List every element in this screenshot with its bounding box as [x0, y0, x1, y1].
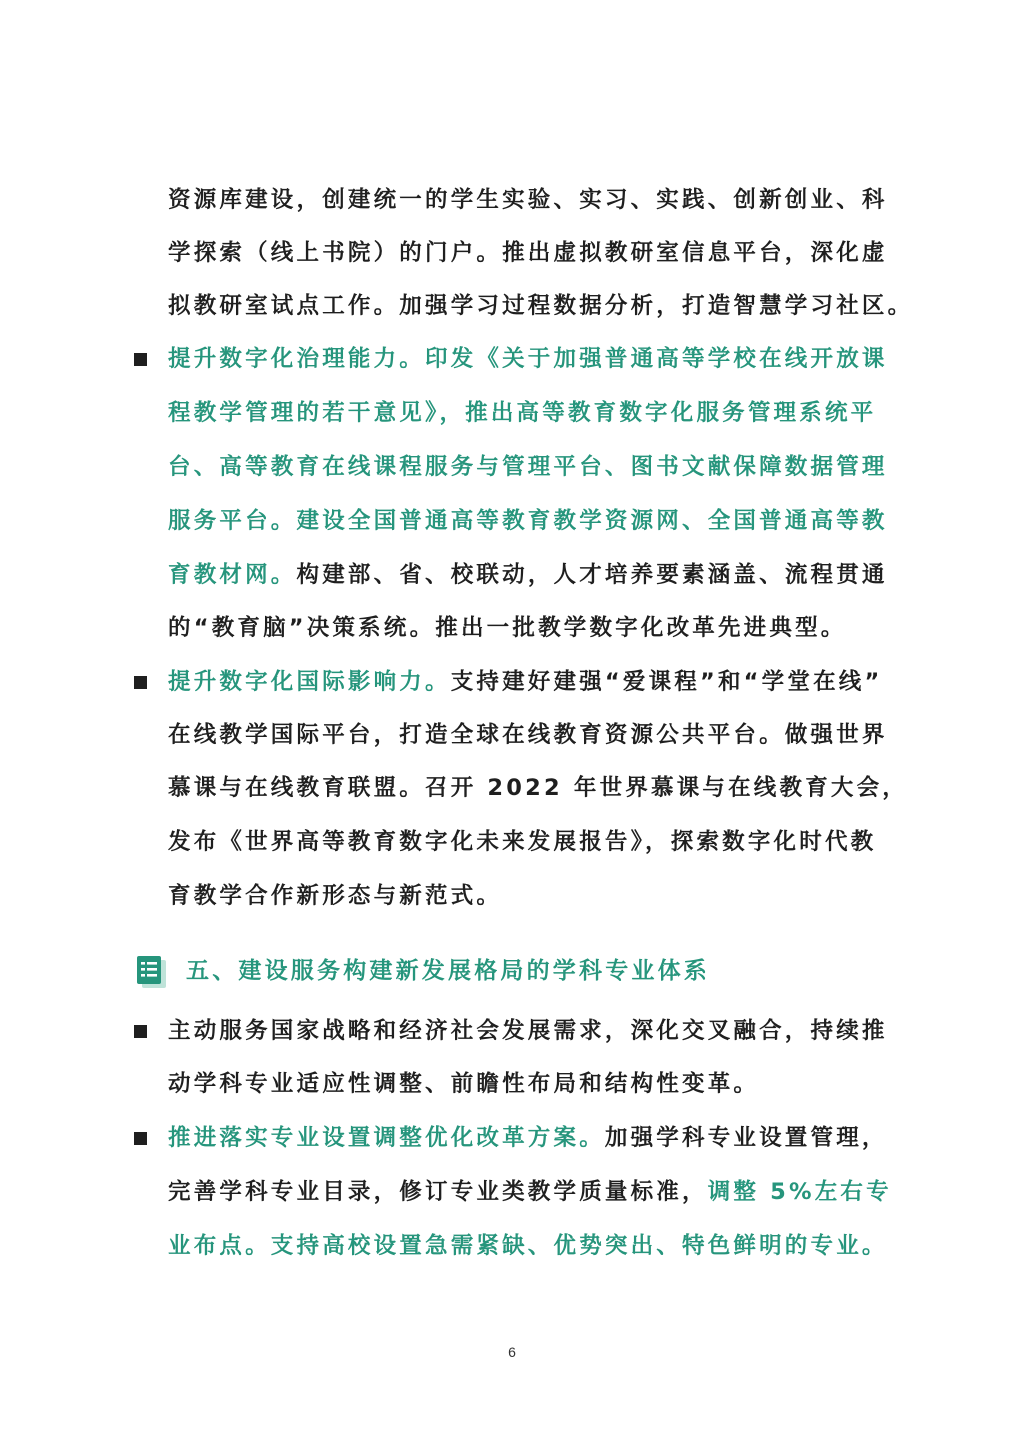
list-item-line	[168, 1122, 900, 1154]
list-item-line: 发布《世界高等教育数字化未来发展报告》，探索数字化时代教	[168, 829, 877, 855]
bullet-square-icon	[134, 1132, 147, 1145]
page-number: 6	[508, 1344, 516, 1360]
paragraph-line: 资源库建设，创建统一的学生实验、实习、实践、创新创业、科	[168, 187, 888, 213]
list-item-line: 慕课与在线教育联盟。召开 2022 年世界慕课与在线教育大会，	[168, 775, 908, 801]
list-item-line	[168, 1176, 900, 1208]
list-item-line: 主动服务国家战略和经济社会发展需求，深化交叉融合，持续推	[168, 1018, 888, 1044]
section-heading: 五、建设服务构建新发展格局的学科专业体系	[186, 958, 710, 984]
list-item-line: 在线教学国际平台，打造全球在线教育资源公共平台。做强世界	[168, 722, 888, 748]
body-text: 支持建好建强“爱课程”和“学堂在线”	[450, 669, 883, 695]
list-item-line: 程教学管理的若干意见》，推出高等教育数字化服务管理系统平	[168, 400, 877, 426]
highlight-text: 育教材网。	[168, 562, 297, 588]
highlight-text: 推进落实专业设置调整优化改革方案。	[168, 1125, 605, 1151]
list-item-line: 台、高等教育在线课程服务与管理平台、图书文献保障数据管理	[168, 454, 888, 480]
body-text: 构建部、省、校联动，人才培养要素涵盖、流程贯通	[296, 562, 888, 588]
list-item-line: 的“教育脑”决策系统。推出一批教学数字化改革先进典型。	[168, 615, 847, 641]
list-item-line: 服务平台。建设全国普通高等教育教学资源网、全国普通高等教	[168, 508, 888, 534]
list-item-line	[168, 666, 900, 698]
highlight-text: 调整 5%左右专	[707, 1179, 892, 1205]
document-list-icon	[134, 954, 170, 990]
list-item-line: 动学科专业适应性调整、前瞻性布局和结构性变革。	[168, 1071, 760, 1097]
bullet-square-icon	[134, 353, 147, 366]
paragraph-line: 学探索（线上书院）的门户。推出虚拟教研室信息平台，深化虚	[168, 240, 888, 266]
bullet-square-icon	[134, 676, 147, 689]
body-text: 完善学科专业目录，修订专业类教学质量标准，	[168, 1179, 708, 1205]
list-item-line: 育教学合作新形态与新范式。	[168, 883, 503, 909]
list-item-line	[168, 559, 900, 591]
highlight-text: 提升数字化国际影响力。	[168, 669, 451, 695]
bullet-square-icon	[134, 1025, 147, 1038]
body-text: 加强学科专业设置管理，	[604, 1125, 888, 1151]
list-item-line: 提升数字化治理能力。印发《关于加强普通高等学校在线开放课	[168, 346, 888, 372]
paragraph-line: 拟教研室试点工作。加强学习过程数据分析，打造智慧学习社区。	[168, 293, 914, 319]
list-item-line: 业布点。支持高校设置急需紧缺、优势突出、特色鲜明的专业。	[168, 1233, 888, 1259]
